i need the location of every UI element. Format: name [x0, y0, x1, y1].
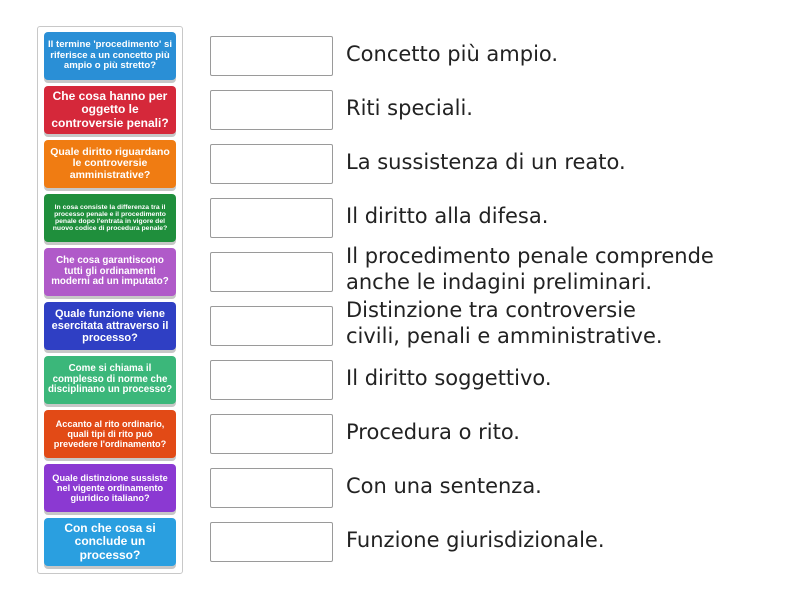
- question-card-text: Come si chiama il complesso di norme che disciplinano un processo?: [47, 362, 173, 396]
- drop-slot[interactable]: [210, 198, 333, 238]
- question-card-text: Che cosa garantiscono tutti gli ordinamenti moderni ad un imputato?: [51, 254, 169, 288]
- question-card-text: In cosa consiste la differenza tra il processo penale e il procedimento penale dopo l'entrata in vigore del nuovo codice di procedura penale?: [52, 203, 168, 233]
- drop-slot[interactable]: [210, 522, 333, 562]
- question-card[interactable]: [44, 194, 176, 242]
- question-card-text: Che cosa hanno per oggetto le controversie penali?: [51, 89, 169, 130]
- answer-label: Riti speciali.: [346, 96, 473, 120]
- question-card[interactable]: [44, 140, 176, 188]
- answer-label: Funzione giurisdizionale.: [346, 528, 605, 552]
- drop-slot[interactable]: [210, 36, 333, 76]
- question-card-text: Quale distinzione sussiste nel vigente ordinamento giuridico italiano?: [52, 472, 168, 504]
- drop-slot[interactable]: [210, 90, 333, 130]
- answer-label: Distinzione tra controversie civili, penali e amministrative.: [346, 298, 663, 348]
- question-card-text: Quale funzione viene esercitata attraverso il processo?: [51, 307, 169, 345]
- answer-label: Il diritto soggettivo.: [346, 366, 552, 390]
- question-card[interactable]: [44, 302, 176, 350]
- drop-slot[interactable]: [210, 306, 333, 346]
- drop-slot[interactable]: [210, 468, 333, 508]
- answer-label: La sussistenza di un reato.: [346, 150, 626, 174]
- question-card-text: Con che cosa si conclude un processo?: [64, 521, 156, 562]
- question-card-text: Il termine 'procedimento' si riferisce a un concetto più ampio o più stretto?: [48, 39, 172, 72]
- answer-label: Il procedimento penale comprende anche le indagini preliminari.: [346, 244, 714, 294]
- answer-label: Concetto più ampio.: [346, 42, 559, 66]
- question-card[interactable]: [44, 410, 176, 458]
- question-card[interactable]: [44, 356, 176, 404]
- question-card[interactable]: [44, 464, 176, 512]
- question-card-text: Quale diritto riguardano le controversie amministrative?: [50, 145, 170, 181]
- question-card[interactable]: [44, 248, 176, 296]
- question-card[interactable]: [44, 32, 176, 80]
- answer-label: Il diritto alla difesa.: [346, 204, 549, 228]
- question-card-text: Accanto al rito ordinario, quali tipi di rito può prevedere l'ordinamento?: [53, 418, 167, 450]
- drop-slot[interactable]: [210, 414, 333, 454]
- answer-label: Con una sentenza.: [346, 474, 542, 498]
- drop-slot[interactable]: [210, 252, 333, 292]
- drop-slot[interactable]: [210, 360, 333, 400]
- answer-label: Procedura o rito.: [346, 420, 520, 444]
- question-card[interactable]: [44, 518, 176, 566]
- drop-slot[interactable]: [210, 144, 333, 184]
- question-card[interactable]: [44, 86, 176, 134]
